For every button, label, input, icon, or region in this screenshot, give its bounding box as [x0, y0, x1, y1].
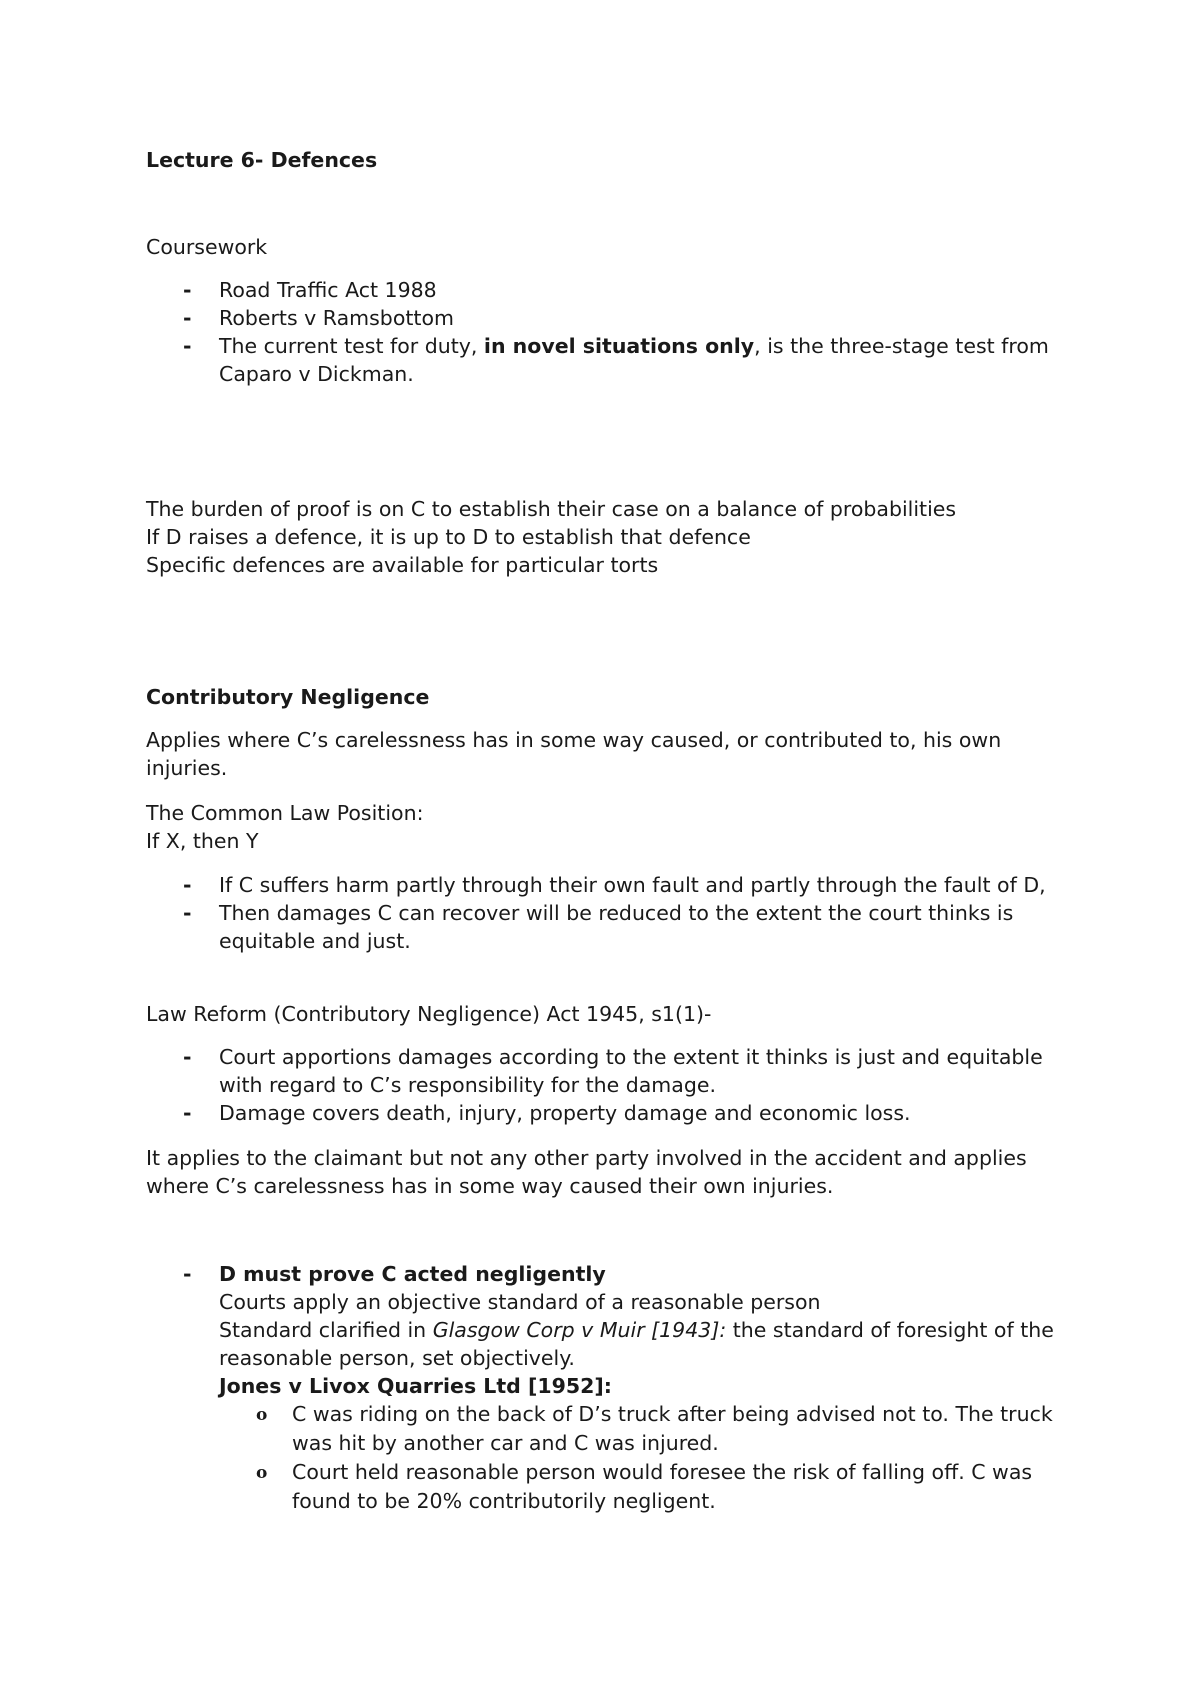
circle-bullet: o	[256, 1405, 268, 1425]
coursework-list	[146, 276, 1086, 388]
list-item	[146, 1043, 1086, 1099]
text-run: the standard of foresight of the reasonable person, set objectively.	[219, 1318, 1054, 1370]
dash-bullet: -	[183, 278, 192, 302]
proof-list	[146, 1260, 1086, 1516]
list-item-text: Damage covers death, injury, property damage and economic loss.	[219, 1101, 911, 1125]
case-heading: Jones v Livox Quarries Ltd [1952]:	[219, 1374, 612, 1398]
list-item	[146, 1099, 1086, 1127]
list-item-text: C was riding on the back of D’s truck after being advised not to. The truck was hit by another car and C was injured.	[292, 1402, 1053, 1455]
list-item-text: Court held reasonable person would foresee the risk of falling off. C was found to be 20% contributorily negligent.	[292, 1460, 1033, 1513]
dash-bullet: -	[183, 873, 192, 897]
section-heading: Contributory Negligence	[146, 685, 430, 709]
common-law-paragraph	[146, 799, 1086, 855]
common-law-list	[146, 871, 1086, 955]
emphasis-text: in novel situations only	[483, 334, 755, 358]
page-title: Lecture 6- Defences	[146, 148, 378, 172]
burden-paragraph	[146, 495, 1086, 579]
act-paragraph: Law Reform (Contributory Negligence) Act 1945, s1(1)-	[146, 1002, 712, 1026]
list-item	[146, 1260, 1086, 1516]
list-item-text: Roberts v Ramsbottom	[219, 306, 454, 330]
proof-heading: D must prove C acted negligently	[219, 1262, 606, 1286]
case-citation: Glasgow Corp v Muir [1943]:	[432, 1318, 727, 1342]
list-item	[146, 899, 1086, 955]
list-item	[219, 1400, 1086, 1458]
list-item-text: If C suffers harm partly through their own fault and partly through the fault of D,	[219, 873, 1046, 897]
proof-standard-line	[219, 1316, 1086, 1372]
text-run: , is the three-stage test from Caparo v Dickman.	[219, 334, 1049, 386]
dash-bullet: -	[183, 1262, 192, 1286]
text-run: Standard clarified in	[219, 1318, 433, 1342]
circle-bullet: o	[256, 1463, 268, 1483]
list-item-text: Then damages C can recover will be reduced to the extent the court thinks is equitable and just.	[219, 901, 1014, 953]
text-run: The current test for duty,	[219, 334, 484, 358]
burden-line: The burden of proof is on C to establish their case on a balance of probabilities	[146, 497, 957, 521]
dash-bullet: -	[183, 901, 192, 925]
list-item-text	[219, 334, 1049, 386]
list-item	[146, 332, 1086, 388]
burden-line: If D raises a defence, it is up to D to establish that defence	[146, 525, 751, 549]
common-law-label: The Common Law Position:	[146, 801, 424, 825]
applies-paragraph: Applies where C’s carelessness has in some way caused, or contributed to, his own injuries.	[146, 728, 1002, 780]
act-list	[146, 1043, 1086, 1127]
list-item	[146, 871, 1086, 899]
list-item	[219, 1458, 1086, 1516]
if-then-text: If X, then Y	[146, 829, 259, 853]
burden-line: Specific defences are available for particular torts	[146, 553, 659, 577]
dash-bullet: -	[183, 1101, 192, 1125]
claimant-paragraph: It applies to the claimant but not any other party involved in the accident and applies where C’s carelessness has in some way caused their own injuries.	[146, 1146, 1027, 1198]
proof-line: Courts apply an objective standard of a reasonable person	[219, 1290, 821, 1314]
dash-bullet: -	[183, 306, 192, 330]
list-item-text: Road Traffic Act 1988	[219, 278, 437, 302]
list-item-text: Court apportions damages according to the extent it thinks is just and equitable with regard to C’s responsibility for the damage.	[219, 1045, 1043, 1097]
dash-bullet: -	[183, 1045, 192, 1069]
coursework-heading: Coursework	[146, 235, 268, 259]
list-item	[146, 304, 1086, 332]
list-item	[146, 276, 1086, 304]
dash-bullet: -	[183, 334, 192, 358]
case-facts-list	[219, 1400, 1086, 1516]
